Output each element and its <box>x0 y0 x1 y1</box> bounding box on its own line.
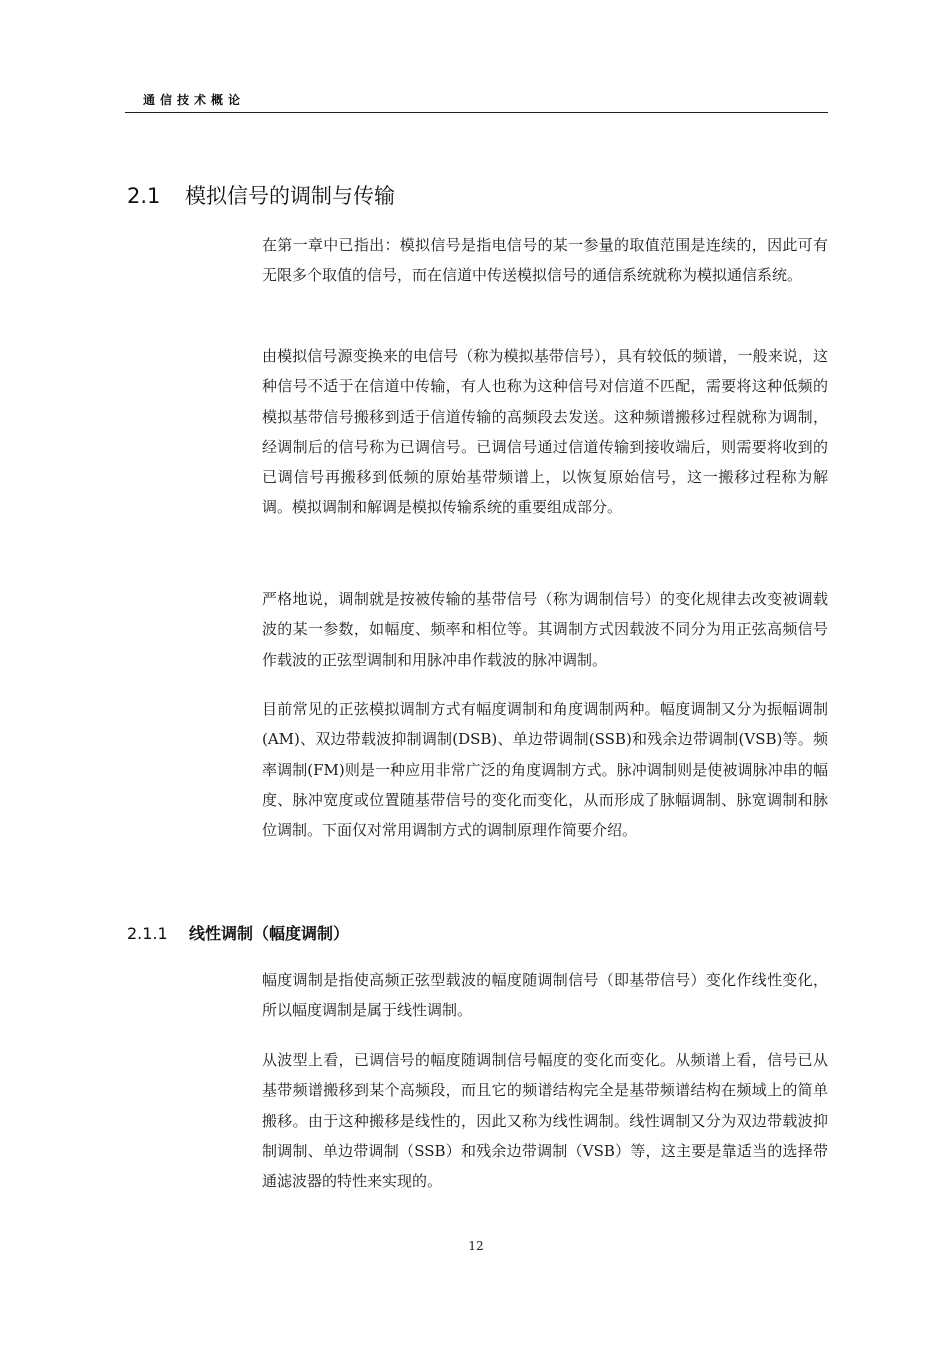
body-paragraph: 幅度调制是指使高频正弦型载波的幅度随调制信号（即基带信号）变化作线性变化，所以幅度调制是属于线性调制。 <box>262 971 828 1020</box>
section-title: 模拟信号的调制与传输 <box>185 184 395 208</box>
page-number: 12 <box>468 1239 484 1253</box>
subsection-heading <box>127 921 349 944</box>
body-paragraph: 由模拟信号源变换来的电信号（称为模拟基带信号），具有较低的频谱，一般来说，这种信号不适于在信道中传输，有人也称为这种信号对信道不匹配，需要将这种低频的模拟基带信号搬移到适于信道传输的高频段去发送。这种频谱搬移过程就称为调制，经调制后的信号称为已调信号。已调信号通过信道传输到接收端后，则需要将收到的已调信号再搬移到低频的原始基带频谱上，以恢复原始信号，这一搬移过程称为解调。模拟调制和解调是模拟传输系统的重要组成部分。 <box>262 347 828 517</box>
subsection-title: 线性调制（幅度调制） <box>189 924 350 943</box>
running-header <box>125 94 828 113</box>
body-paragraph: 在第一章中已指出：模拟信号是指电信号的某一参量的取值范围是连续的，因此可有无限多个取值的信号，而在信道中传送模拟信号的通信系统就称为模拟通信系统。 <box>262 236 828 285</box>
subsection-number: 2.1.1 <box>127 924 168 943</box>
body-paragraph: 目前常见的正弦模拟调制方式有幅度调制和角度调制两种。幅度调制又分为振幅调制(AM)、双边带载波抑制调制(DSB)、单边带调制(SSB)和残余边带调制(VSB)等。频率调制(FM)则是一种应用非常广泛的角度调制方式。脉冲调制则是使被调脉冲串的幅度、脉冲宽度或位置随基带信号的变化而变化，从而形成了脉幅调制、脉宽调制和脉位调制。下面仅对常用调制方式的调制原理作简要介绍。 <box>262 700 828 840</box>
body-paragraph: 从波型上看，已调信号的幅度随调制信号幅度的变化而变化。从频谱上看，信号已从基带频谱搬移到某个高频段，而且它的频谱结构完全是基带频谱结构在频域上的简单搬移。由于这种搬移是线性的，因此又称为线性调制。线性调制又分为双边带载波抑制调制、单边带调制（SSB）和残余边带调制（VSB）等，这主要是靠适当的选择带通滤波器的特性来实现的。 <box>262 1051 828 1191</box>
section-heading <box>127 180 395 210</box>
section-number: 2.1 <box>127 184 161 208</box>
running-header-title: 通信技术概论 <box>143 93 246 107</box>
body-paragraph: 严格地说，调制就是按被传输的基带信号（称为调制信号）的变化规律去改变被调载波的某一参数，如幅度、频率和相位等。其调制方式因载波不同分为用正弦高频信号作载波的正弦型调制和用脉冲串作载波的脉冲调制。 <box>262 590 828 669</box>
